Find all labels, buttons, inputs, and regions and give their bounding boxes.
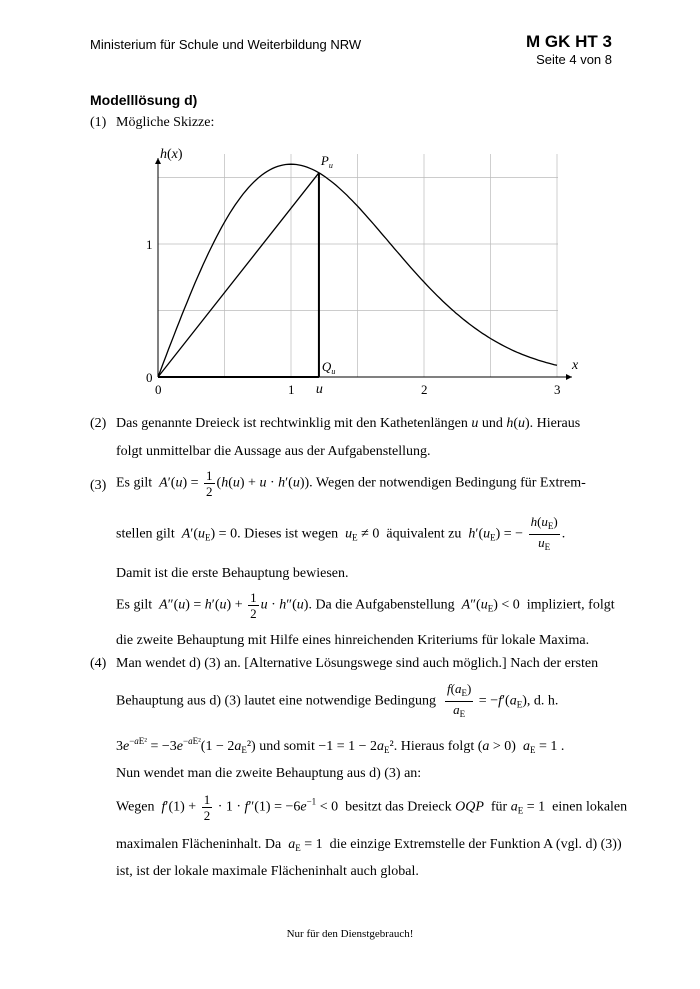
p2-line2: folgt unmittelbar die Aussage aus der Aufgabenstellung. xyxy=(116,444,431,459)
point-label-pu: $P_u$ xyxy=(320,152,333,170)
p4-line6: maximalen Flächeninhalt. Da $a_E = 1$ die einzige Extremstelle der Funktion A (vgl. d) (3)) xyxy=(116,837,622,853)
function-chart xyxy=(140,140,580,400)
ministry-name: Ministerium für Schule und Weiterbildung NRW xyxy=(90,37,362,52)
x-axis-label: x xyxy=(572,358,579,373)
p4-line5: Wegen f′(1) + $\frac{1}{2}$ · $1 \cdot f''(1) = -6e^{-1} < 0$ besitzt das Dreieck OQP für $a_E = 1$ einen lokalen xyxy=(116,792,628,823)
y-tick-label: 1 xyxy=(146,237,153,252)
p3-line5: die zweite Behauptung mit Hilfe eines hinreichenden Kriteriums für lokale Maxima. xyxy=(116,633,590,648)
exam-code: M GK HT 3 xyxy=(526,32,612,51)
item-number-1: (1) xyxy=(90,115,107,130)
item-number-3: (3) xyxy=(90,478,107,493)
y-tick-label: 0 xyxy=(146,370,153,385)
page-number: Seite 4 von 8 xyxy=(536,52,612,67)
p3-line4: Es gilt A″(u) = h′(u) + $\frac{1}{2}$ u · h″(u). Da die Aufgabenstellung $A''(u_E) < 0$ impliziert, folgt xyxy=(116,590,615,621)
p4-line3: $3e^{-aE^2} = -3e^{-aE^2}(1 - 2a_E^2)$ und somit $-1 = 1 - 2a_E^2$. Hieraus folgt (a > 0) $a_E = 1$ . xyxy=(116,736,565,755)
item-number-4: (4) xyxy=(90,656,107,671)
triangle-opq xyxy=(158,173,319,377)
x-tick-label: 0 xyxy=(155,382,162,397)
footer-note: Nur für den Dienstgebrauch! xyxy=(286,928,414,940)
p4-line4: Nun wendet man die zweite Behauptung aus d) (3) an: xyxy=(116,766,422,781)
p4-line1: Man wendet d) (3) an. [Alternative Lösungswege sind auch möglich.] Nach der ersten xyxy=(116,656,599,671)
item-number-2: (2) xyxy=(90,416,107,431)
p3-line2: stellen gilt $A'(u_E) = 0$. Dieses ist wegen $u_E \ne 0$ äquivalent zu $h'(u_E)$ = − $\frac{h(u_E)}{u_E}$ . xyxy=(116,514,566,552)
triangle-hypotenuse xyxy=(158,173,319,377)
p3-line1: Es gilt A′(u) = $\frac{1}{2}$ (h(u) + u · h′(u)). Wegen der notwendigen Bedingung für Extrem- xyxy=(116,468,586,499)
section-heading: Modelllösung d) xyxy=(90,92,198,108)
point-label-qu: $Q_u$ xyxy=(321,359,336,376)
p2-line1: Das genannte Dreieck ist rechtwinklig mit den Kathetenlängen u und h(u). Hieraus xyxy=(116,416,581,431)
x-tick-label: 3 xyxy=(554,382,561,397)
x-tick-label: 1 xyxy=(288,382,295,397)
x-tick-label: 2 xyxy=(421,382,428,397)
p3-line3: Damit ist die erste Behauptung bewiesen. xyxy=(116,566,349,581)
p4-line2: Behauptung aus d) (3) lautet eine notwendige Bedingung $\frac{f(a_E)}{a_E}$ = $-f'(a_E)$, d. h. xyxy=(116,681,559,719)
sketch-label: Mögliche Skizze: xyxy=(116,115,215,130)
p4-line7: ist, ist der lokale maximale Flächeninhalt auch global. xyxy=(116,864,419,879)
y-axis-label: h(x) xyxy=(160,147,183,162)
u-label: u xyxy=(315,382,323,397)
